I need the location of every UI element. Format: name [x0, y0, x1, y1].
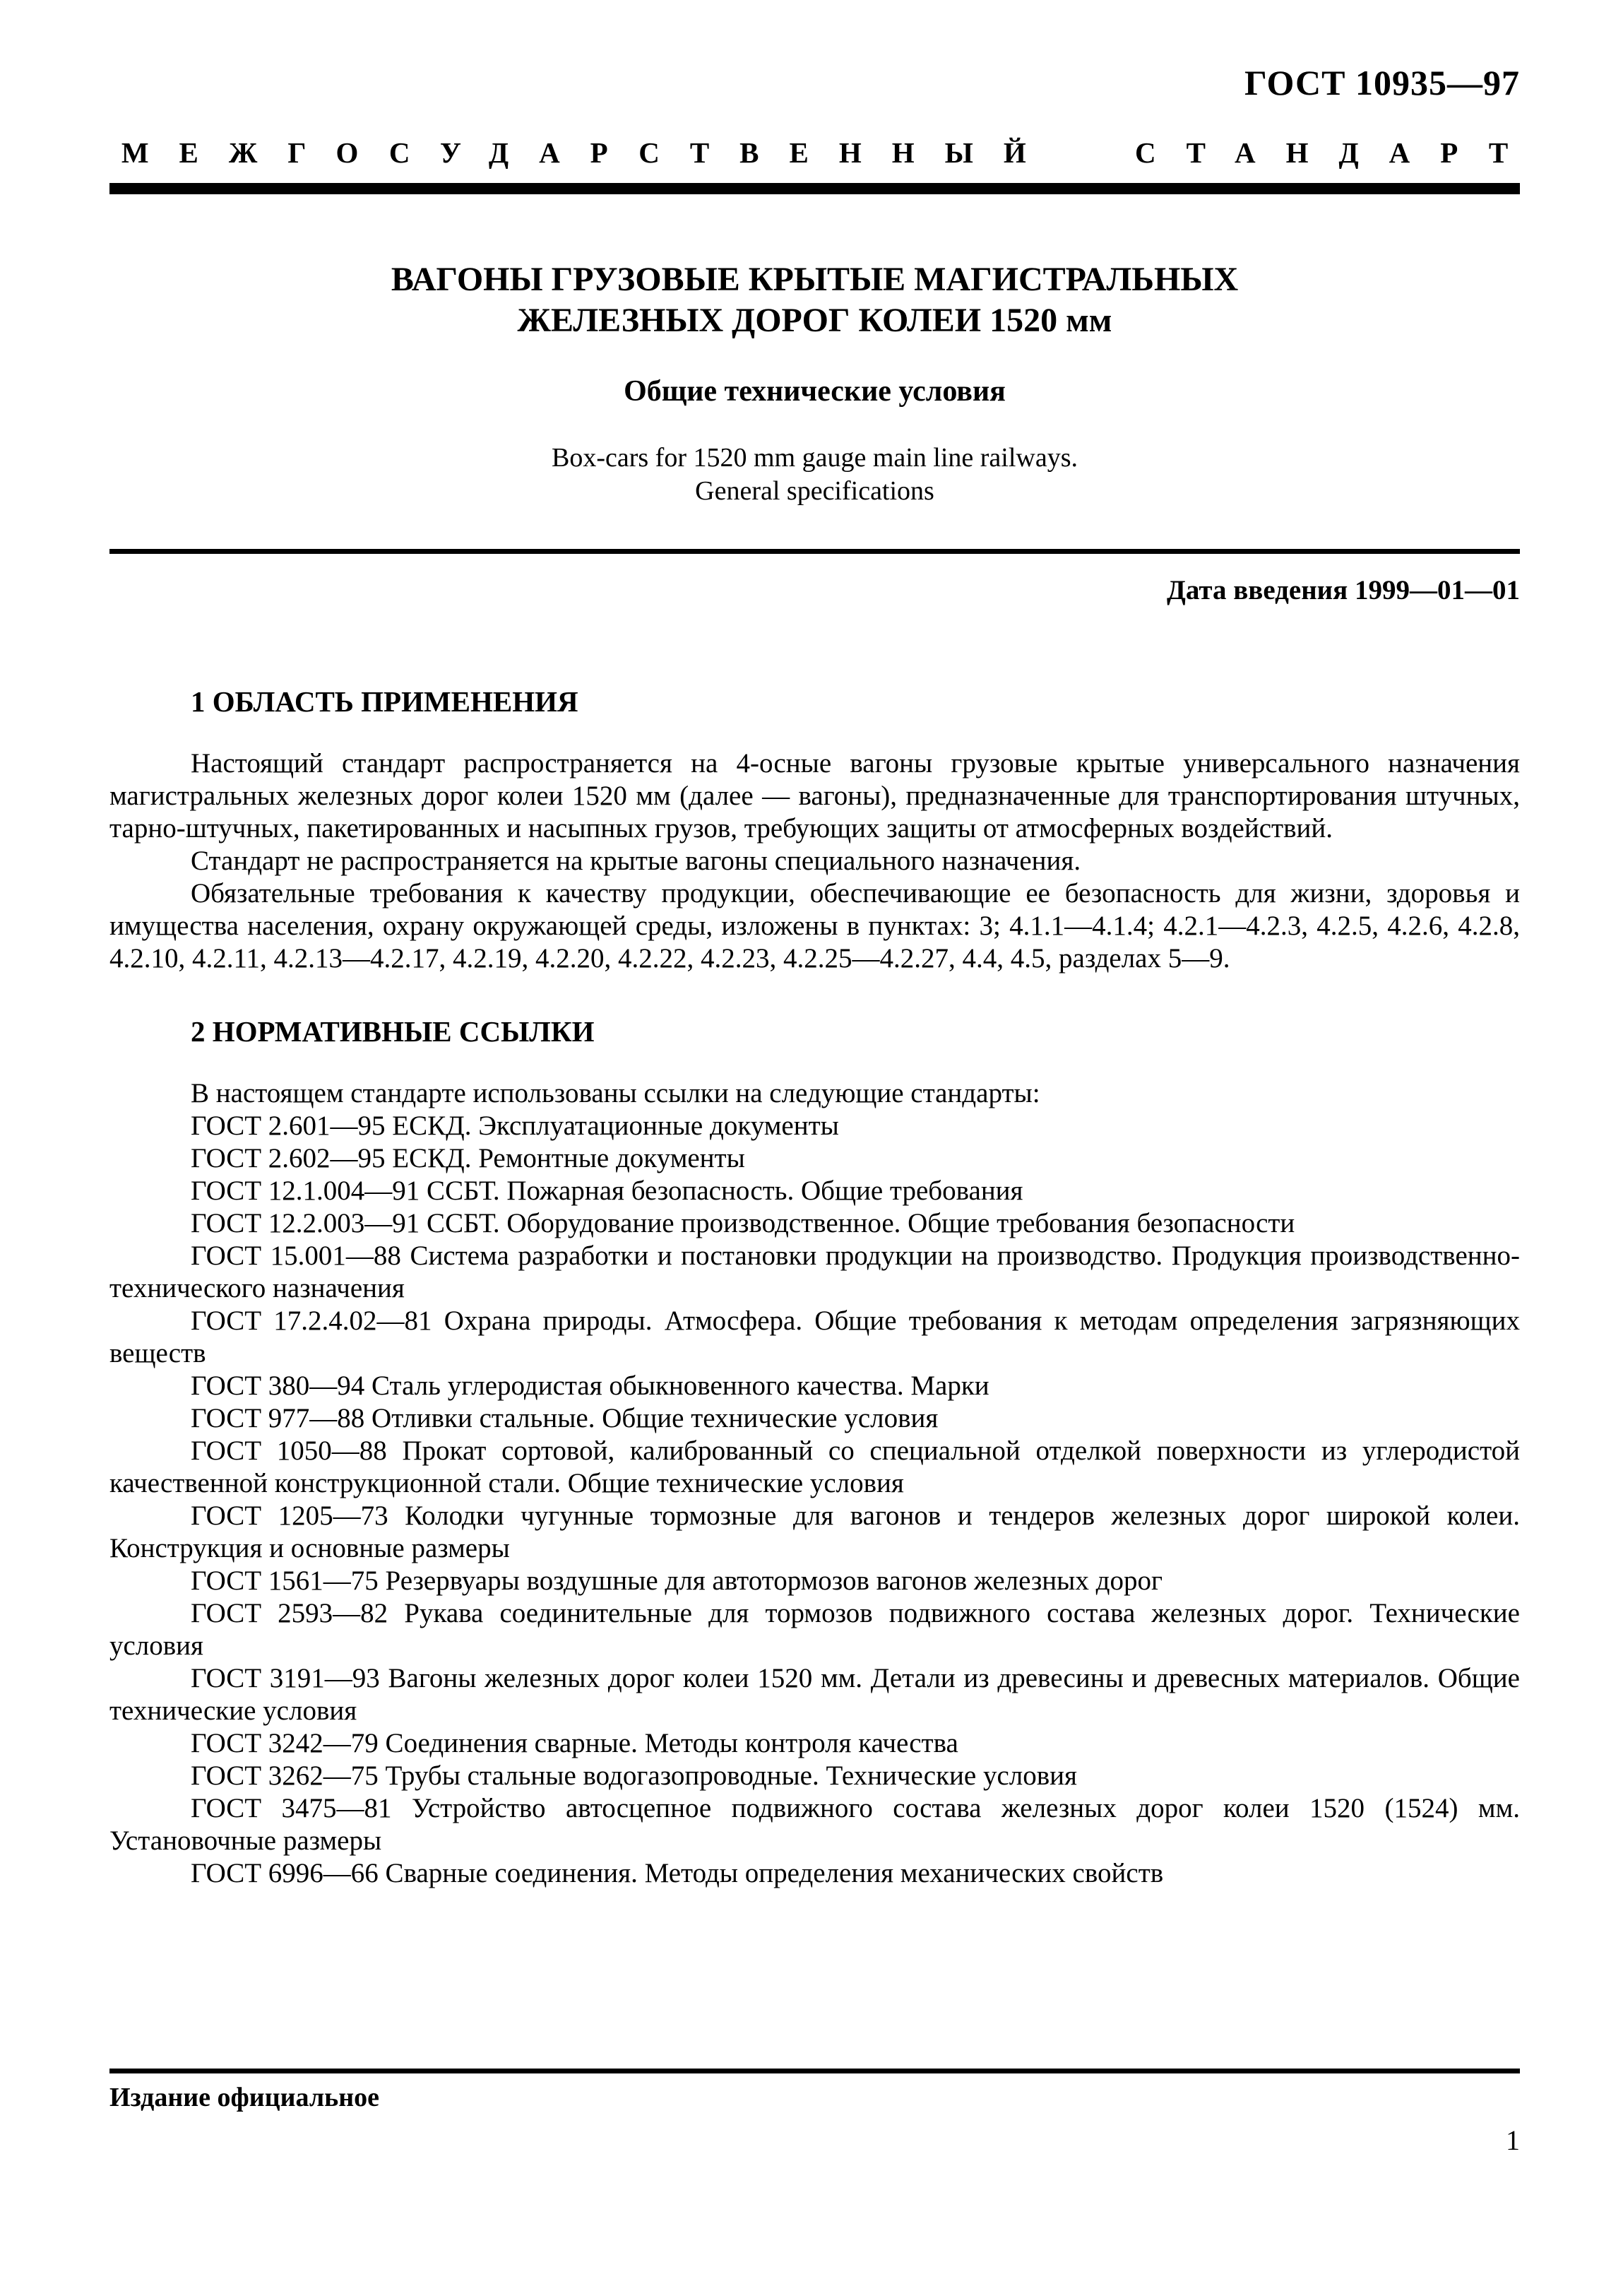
reference-item: ГОСТ 17.2.4.02—81 Охрана природы. Атмосфера. Общие требования к методам определения загрязняющих веществ [109, 1306, 1520, 1368]
reference-item: ГОСТ 2.601—95 ЕСКД. Эксплуатационные документы [191, 1111, 839, 1141]
effective-date: Дата введения 1999—01—01 [1167, 575, 1520, 605]
reference-item: ГОСТ 3191—93 Вагоны железных дорог колеи 1520 мм. Детали из древесины и древесных материалов. Общие технические условия [109, 1663, 1520, 1726]
reference-item: ГОСТ 3475—81 Устройство автосцепное подвижного состава железных дорог колеи 1520 (1524) мм. Установочные размеры [109, 1793, 1520, 1856]
section-heading-scope: 1 ОБЛАСТЬ ПРИМЕНЕНИЯ [191, 685, 578, 718]
reference-item: ГОСТ 380—94 Сталь углеродистая обыкновенного качества. Марки [191, 1371, 989, 1401]
reference-item: ГОСТ 3262—75 Трубы стальные водогазопроводные. Технические условия [191, 1761, 1077, 1791]
reference-item: ГОСТ 1205—73 Колодки чугунные тормозные для вагонов и тендеров железных дорог широкой колеи. Конструкция и основные размеры [109, 1501, 1520, 1563]
document-title-en [109, 442, 1520, 508]
reference-item: ГОСТ 2593—82 Рукава соединительные для тормозов подвижного состава железных дорог. Технические условия [109, 1598, 1520, 1661]
scope-paragraph: Стандарт не распространяется на крытые вагоны специального назначения. [191, 846, 1081, 876]
reference-item: ГОСТ 12.2.003—91 ССБТ. Оборудование производственное. Общие требования безопасности [191, 1208, 1295, 1238]
reference-item: ГОСТ 12.1.004—91 ССБТ. Пожарная безопасность. Общие требования [191, 1176, 1023, 1206]
title-ru-line1: ВАГОНЫ ГРУЗОВЫЕ КРЫТЫЕ МАГИСТРАЛЬНЫХ [391, 261, 1239, 298]
standard-type-heading: МЕЖГОСУДАРСТВЕННЫЙ СТАНДАРТ [121, 136, 1539, 169]
reference-item: ГОСТ 15.001—88 Система разработки и постановки продукции на производство. Продукция производственно-технического назначения [109, 1241, 1520, 1303]
title-en-line2: General specifications [695, 476, 934, 506]
scope-paragraph: Обязательные требования к качеству продукции, обеспечивающие ее безопасность для жизни, здоровья и имущества населения, охрану окружающей среды, изложены в пунктах: 3; 4.1.1—4.1.4; 4.2.1—4.2.3, 4.2.5, 4.2.6, 4.2.8, 4.2.10, 4.2.11, 4.2.13—4.2.17, 4.2.19, 4.2.20, 4.2.22, 4.2.23, 4.2.25—4.2.27, 4.4, 4.5, разделах 5—9. [109, 878, 1520, 974]
reference-item: ГОСТ 1561—75 Резервуары воздушные для автотормозов вагонов железных дорог [191, 1566, 1163, 1596]
doc-code: ГОСТ 10935—97 [1244, 63, 1520, 102]
reference-item: ГОСТ 3242—79 Соединения сварные. Методы контроля качества [191, 1728, 958, 1758]
title-ru-line2: ЖЕЛЕЗНЫХ ДОРОГ КОЛЕИ 1520 мм [517, 302, 1112, 339]
references-intro: В настоящем стандарте использованы ссылки на следующие стандарты: [191, 1078, 1040, 1108]
edition-note: Издание официальное [109, 2083, 380, 2112]
footer-rule [109, 2069, 1520, 2073]
page-content [109, 0, 1539, 1890]
reference-item: ГОСТ 6996—66 Сварные соединения. Методы определения механических свойств [191, 1858, 1164, 1888]
page-number: 1 [1506, 2124, 1520, 2156]
title-en-line1: Box-cars for 1520 mm gauge main line railways. [551, 443, 1078, 473]
header-rule [109, 183, 1520, 194]
section-heading-references: 2 НОРМАТИВНЫЕ ССЫЛКИ [191, 1015, 595, 1048]
document-title-ru [109, 259, 1520, 341]
scope-paragraph: Настоящий стандарт распространяется на 4-осные вагоны грузовые крытые универсального назначения магистральных железных дорог колеи 1520 мм (далее — вагоны), предназначенные для транспортирования штучных, тарно-штучных, пакетированных и насыпных грузов, требующих защиты от атмосферных воздействий. [109, 748, 1520, 844]
separator-rule [109, 549, 1520, 554]
reference-item: ГОСТ 1050—88 Прокат сортовой, калиброванный со специальной отделкой поверхности из углеродистой качественной конструкционной стали. Общие технические условия [109, 1436, 1520, 1498]
document-subtitle: Общие технические условия [624, 375, 1006, 408]
reference-item: ГОСТ 977—88 Отливки стальные. Общие технические условия [191, 1403, 939, 1433]
reference-item: ГОСТ 2.602—95 ЕСКД. Ремонтные документы [191, 1143, 745, 1173]
